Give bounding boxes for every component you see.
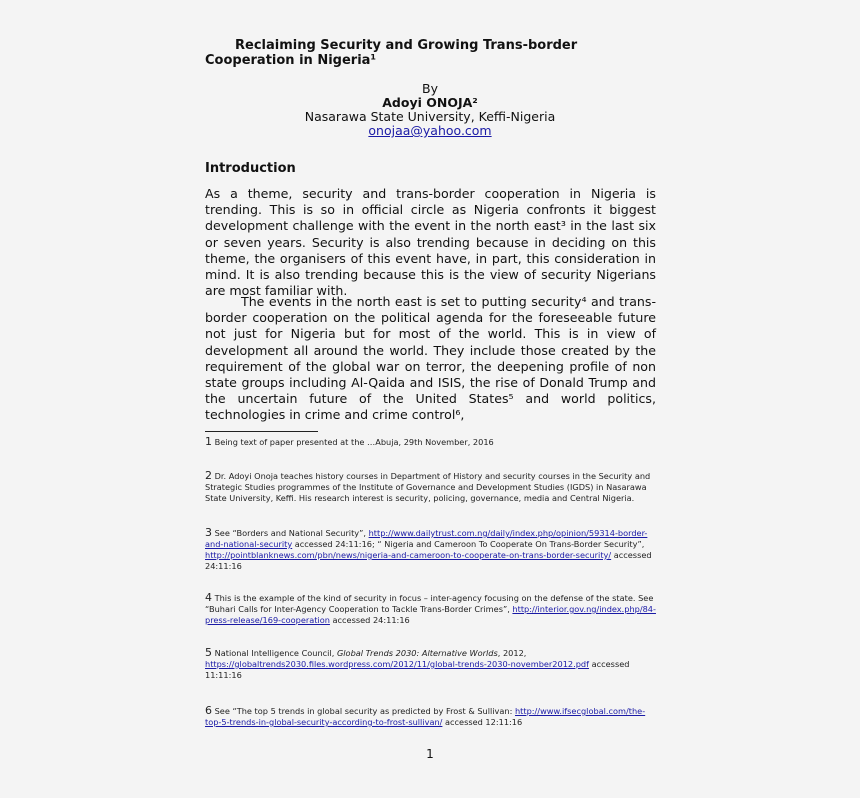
footnote-text: accessed 24:11:16; “ Nigeria and Cameroon To Cooperate On Trans-Border Security”,: [292, 539, 645, 549]
footnote-5: [205, 647, 657, 681]
footnote-number: 1: [205, 435, 212, 448]
footnote-text: accessed 11:11:16: [205, 659, 630, 680]
footnote-text: This is the example of the kind of security in focus – inter-agency focusing on the defense of the state. See “Buhari Calls for Inter-Agency Cooperation to Tackle Trans-Border Crimes”,: [205, 593, 654, 614]
footnote-italic-title: Global Trends 2030: Alternative Worlds: [336, 648, 498, 658]
footnote-text: See “The top 5 trends in global security as predicted by Frost & Sullivan:: [214, 706, 515, 716]
page-number: 1: [426, 747, 434, 761]
section-heading: Introduction: [205, 161, 296, 176]
footnote-number: 3: [205, 526, 212, 539]
footnote-text: Being text of paper presented at the …Abuja, 29th November, 2016: [214, 437, 494, 447]
footnote-link[interactable]: http://www.dailytrust.com.ng/daily/index.php/opinion/59314-border-and-national-security: [205, 528, 648, 549]
footnote-separator: [205, 431, 318, 432]
footnote-text: Dr. Adoyi Onoja teaches history courses in Department of History and security courses in the Security and Strategic Studies programmes of the Institute of Governance and Development Studies (IGDS) in Nasarawa State University, Keffi. His research interest is security, policing, governance, media and Central Nigeria.: [205, 471, 651, 503]
footnote-link[interactable]: http://pointblanknews.com/pbn/news/nigeria-and-cameroon-to-cooperate-on-trans-border-security/: [205, 550, 612, 560]
footnote-link[interactable]: http://www.ifsecglobal.com/the-top-5-trends-in-global-security-according-to-frost-sullivan/: [205, 706, 646, 727]
footnote-text: accessed 12:11:16: [442, 717, 523, 727]
footnote-text: National Intelligence Council,: [214, 648, 337, 658]
footnote-text: accessed 24:11:16: [329, 615, 410, 625]
author-name: Adoyi ONOJA²: [382, 95, 478, 110]
author-email-link[interactable]: onojaa@yahoo.com: [368, 123, 492, 138]
footnote-number: 6: [205, 704, 212, 717]
footnote-number: 4: [205, 591, 212, 604]
footnote-text: , 2012,: [497, 648, 527, 658]
footnote-4: [205, 592, 657, 626]
footnote-3: [205, 527, 657, 572]
document-title: Reclaiming Security and Growing Trans-border Cooperation in Nigeria¹: [205, 38, 578, 68]
footnote-number: 2: [205, 469, 212, 482]
footnote-text: accessed 24:11:16: [205, 550, 652, 571]
footnote-1: [205, 436, 657, 448]
footnote-number: 5: [205, 646, 212, 659]
paragraph-2: The events in the north east is set to putting security⁴ and trans-border cooperation on the political agenda for the foreseeable future not just for Nigeria but for most of the world. This is in view of development all around the world. They include those created by the requirement of the global war on terror, the deepening profile of non state groups including Al-Qaida and ISIS, the rise of Donald Trump and the uncertain future of the United States⁵ and world politics, technologies in crime and crime control⁶,: [205, 294, 656, 423]
footnote-link[interactable]: https://globaltrends2030.files.wordpress.com/2012/11/global-trends-2030-november2012.pdf: [205, 659, 590, 669]
footnote-2: [205, 470, 657, 504]
byline-by: By: [422, 81, 438, 96]
footnote-link[interactable]: http://interior.gov.ng/index.php/84-press-release/169-cooperation: [205, 604, 656, 625]
footnote-6: [205, 705, 657, 728]
paragraph-1: As a theme, security and trans-border cooperation in Nigeria is trending. This is so in official circle as Nigeria confronts it biggest development challenge with the event in the north east³ in the last six or seven years. Security is also trending because in deciding on this theme, the organisers of this event have, in part, this consideration in mind. It is also trending because this is the view of security Nigerians are most familiar with.: [205, 186, 656, 299]
footnote-text: See “Borders and National Security”,: [214, 528, 369, 538]
author-affiliation: Nasarawa State University, Keffi-Nigeria: [304, 109, 556, 124]
